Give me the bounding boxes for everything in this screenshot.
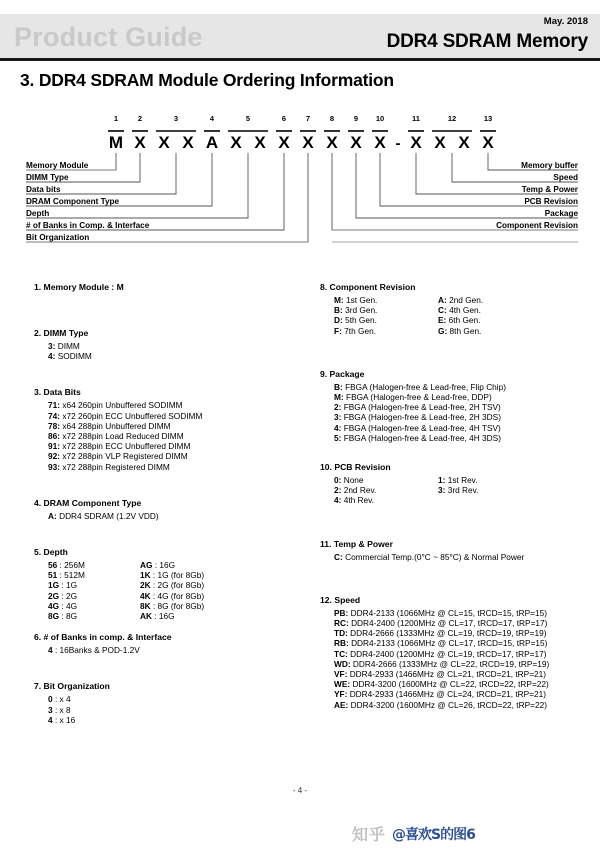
spec-code: 8K	[140, 600, 151, 611]
spec-code: B:	[334, 381, 343, 392]
spec-row	[438, 485, 592, 495]
pn-index-8: 8	[329, 114, 335, 123]
section-rows	[334, 382, 592, 443]
section-rows	[334, 295, 592, 336]
spec-row	[334, 608, 592, 618]
spec-row	[334, 315, 438, 325]
spec-code: D:	[334, 315, 343, 326]
pn-label-data-bits: Data bits	[26, 185, 61, 194]
spec-row	[334, 305, 438, 315]
pn-label-depth: Depth	[26, 209, 50, 218]
section-dimm-type	[34, 328, 304, 361]
spec-row	[140, 580, 304, 590]
pn-index-13: 13	[483, 114, 493, 123]
section-dram-component-type	[34, 498, 304, 521]
spec-code: WE:	[334, 679, 351, 690]
spec-code: 3	[48, 704, 53, 715]
spec-code: 74:	[48, 410, 60, 421]
spec-row	[334, 433, 592, 443]
pn-index-2: 2	[137, 114, 143, 123]
spec-desc: FBGA (Halogen-free & Lead-free, Flip Chip)	[345, 381, 507, 392]
header-product-guide-title: Product Guide	[14, 22, 203, 52]
pn-label-temp-power: Temp & Power	[521, 185, 578, 194]
section-rows	[48, 694, 304, 725]
spec-desc: FBGA (Halogen-free & Lead-free, DDP)	[346, 392, 492, 403]
spec-desc: 4th Rev.	[343, 495, 374, 506]
spec-code: G:	[438, 325, 448, 336]
spec-desc: DDR4-2933 (1466MHz @ CL=21, tRCD=21, tRP=21)	[349, 669, 547, 680]
spec-code: 4G	[48, 600, 60, 611]
pn-char-2: X	[134, 133, 146, 152]
spec-desc: 3rd Rev.	[447, 485, 479, 496]
pn-char-9: X	[350, 133, 362, 152]
spec-code: 2:	[334, 402, 342, 413]
spec-desc: x64 260pin Unbuffered SODIMM	[62, 400, 183, 411]
pn-index-5: 5	[245, 114, 251, 123]
depth-column-2	[140, 560, 304, 621]
spec-desc: x72 288pin VLP Registered DIMM	[62, 451, 188, 462]
spec-row	[334, 669, 592, 679]
pn-label-memory-buffer: Memory buffer	[521, 161, 578, 170]
section-title: 9. Package	[320, 368, 365, 379]
spec-row	[140, 591, 304, 601]
page-title: 3. DDR4 SDRAM Module Ordering Information	[20, 70, 394, 90]
spec-code: 56	[48, 560, 58, 571]
spec-row	[334, 638, 592, 648]
section-rows	[48, 645, 304, 655]
section-package	[320, 369, 592, 443]
section-banks-interface	[34, 632, 304, 655]
pn-label-memory-module: Memory Module	[26, 161, 89, 170]
pn-label-dram-component-type: DRAM Component Type	[26, 197, 120, 206]
spec-row	[334, 402, 592, 412]
spec-code: AK	[140, 611, 152, 622]
spec-desc: FBGA (Halogen-free & Lead-free, 4H 3DS)	[343, 432, 501, 443]
pn-char-1: M	[108, 133, 124, 152]
spec-desc: FBGA (Halogen-free & Lead-free, 2H 3DS)	[343, 412, 501, 423]
spec-row	[48, 462, 304, 472]
header-divider-rule	[0, 58, 600, 61]
spec-desc: : 1G (for 8Gb)	[152, 570, 205, 581]
spec-row	[438, 305, 592, 315]
spec-code: 1G	[48, 580, 60, 591]
part-number-diagram	[0, 100, 600, 270]
header-date: May. 2018	[543, 16, 588, 27]
spec-desc: : x 16	[54, 714, 76, 725]
spec-desc: DDR4-2133 (1066MHz @ CL=17, tRCD=15, tRP=15)	[351, 638, 548, 649]
spec-row	[334, 679, 592, 689]
spec-code: 3:	[334, 412, 342, 423]
section-title: 2. DIMM Type	[34, 328, 89, 338]
spec-desc: : 16G	[154, 611, 175, 622]
spec-code: 3:	[48, 341, 56, 351]
spec-row	[438, 315, 592, 325]
section-speed	[320, 595, 592, 710]
spec-row	[334, 412, 592, 422]
section-title: 1. Memory Module : M	[34, 282, 124, 292]
pn-label-banks-interface: # of Banks in Comp. & Interface	[26, 221, 150, 230]
watermark-username: @喜欢S的图6	[392, 826, 475, 843]
spec-code: TC:	[334, 648, 348, 659]
spec-row	[48, 511, 304, 521]
spec-code: C:	[438, 305, 447, 316]
spec-desc: 3rd Gen.	[345, 305, 378, 316]
spec-code: 4:	[334, 495, 342, 506]
section-rows	[334, 475, 592, 506]
spec-code: 71:	[48, 400, 60, 411]
spec-desc: DDR4-2133 (1066MHz @ CL=15, tRCD=15, tRP=15)	[350, 607, 547, 618]
spec-row	[48, 411, 304, 421]
pn-char-13: X	[482, 133, 494, 152]
spec-desc: : 16Banks & POD-1.2V	[54, 645, 140, 656]
section-title: 10. PCB Revision	[320, 462, 391, 473]
spec-row	[48, 441, 304, 451]
spec-code: 3:	[438, 485, 446, 496]
spec-row	[48, 645, 304, 655]
spec-row	[140, 560, 304, 570]
pn-index-1: 1	[113, 114, 119, 123]
pn-index-11: 11	[412, 114, 420, 123]
spec-desc: : 4G	[61, 600, 78, 611]
spec-row	[334, 649, 592, 659]
section-bit-organization	[34, 681, 304, 725]
spec-desc: None	[343, 475, 364, 486]
spec-code: RC:	[334, 618, 349, 629]
spec-desc: Commercial Temp.(0°C ~ 85°C) & Normal Power	[345, 551, 525, 562]
section-title: 7. Bit Organization	[34, 681, 110, 692]
spec-desc: 1st Gen.	[346, 295, 378, 305]
pn-char-8: X	[326, 133, 338, 152]
spec-row	[334, 382, 592, 392]
spec-row	[48, 400, 304, 410]
spec-desc: 5th Gen.	[345, 315, 377, 326]
pn-char-5b: X	[254, 133, 266, 152]
spec-row	[438, 475, 592, 485]
pcb-revision-column-1	[334, 475, 438, 506]
pn-label-pcb-revision: PCB Revision	[524, 197, 578, 206]
section-pcb-revision	[320, 462, 592, 506]
header-subtitle: DDR4 SDRAM Memory	[386, 31, 588, 52]
spec-row	[48, 341, 304, 351]
depth-column-1	[48, 560, 140, 621]
section-title: 12. Speed	[320, 594, 361, 605]
spec-desc: : x 8	[54, 704, 71, 715]
spec-row	[48, 431, 304, 441]
spec-desc: x72 288pin Load Reduced DIMM	[62, 431, 184, 442]
spec-desc: SODIMM	[57, 351, 92, 362]
section-title: 5. Depth	[34, 547, 68, 558]
section-rows	[48, 341, 304, 361]
spec-row	[48, 421, 304, 431]
spec-row	[334, 659, 592, 669]
spec-row	[334, 295, 438, 305]
part-number-leader-lines	[0, 100, 600, 270]
spec-row	[48, 570, 140, 580]
spec-desc: 2nd Rev.	[343, 485, 377, 496]
spec-desc: DDR4-2400 (1200MHz @ CL=17, tRCD=17, tRP=17)	[351, 618, 548, 629]
spec-desc: DDR4-2400 (1200MHz @ CL=19, tRCD=17, tRP=17)	[350, 648, 547, 659]
section-depth	[34, 547, 304, 621]
pn-char-3b: X	[182, 133, 194, 152]
spec-row	[334, 392, 592, 402]
spec-desc: DDR4-3200 (1600MHz @ CL=22, tRCD=22, tRP=22)	[352, 679, 549, 690]
spec-row	[438, 326, 592, 336]
spec-desc: x64 288pin Unbuffered DIMM	[62, 420, 171, 431]
spec-desc: x72 288pin Registered DIMM	[62, 461, 170, 472]
pn-char-10: X	[374, 133, 386, 152]
pn-index-10: 10	[375, 114, 385, 123]
spec-code: 4:	[334, 422, 342, 433]
spec-code: 4	[48, 714, 53, 725]
spec-desc: : 256M	[59, 560, 85, 571]
pn-label-speed: Speed	[553, 173, 578, 182]
spec-code: M:	[334, 392, 344, 403]
spec-row	[48, 601, 140, 611]
spec-desc: : 2G (for 8Gb)	[152, 580, 205, 591]
pn-char-5a: X	[230, 133, 242, 152]
spec-row	[48, 591, 140, 601]
spec-row	[334, 495, 438, 505]
section-memory-module	[34, 282, 304, 292]
spec-row	[334, 326, 438, 336]
spec-code: 92:	[48, 451, 60, 462]
spec-code: PB:	[334, 607, 349, 618]
spec-row	[334, 618, 592, 628]
spec-desc: DIMM	[57, 341, 80, 351]
pn-label-bit-organization: Bit Organization	[26, 233, 90, 242]
pn-char-12b: X	[458, 133, 470, 152]
spec-code: 0	[48, 694, 53, 705]
section-rows	[48, 511, 304, 521]
spec-desc: : 4G (for 8Gb)	[152, 590, 205, 601]
spec-desc: 7th Gen.	[344, 325, 376, 336]
spec-desc: x72 288pin ECC Unbuffered DIMM	[62, 441, 191, 452]
spec-code: 78:	[48, 420, 60, 431]
pn-char-12a: X	[434, 133, 446, 152]
spec-desc: : 8G (for 8Gb)	[152, 600, 205, 611]
spec-row	[48, 611, 140, 621]
component-revision-column-2	[438, 295, 592, 336]
spec-row	[334, 552, 592, 562]
spec-code: 5:	[334, 432, 342, 443]
pn-index-12: 12	[447, 114, 457, 123]
spec-code: YF:	[334, 689, 348, 700]
section-rows	[48, 560, 304, 621]
pn-separator-dash: -	[395, 135, 401, 152]
spec-desc: : 16G	[154, 560, 176, 571]
spec-row	[48, 580, 140, 590]
section-title: 8. Component Revision	[320, 282, 416, 292]
spec-desc: : x 4	[54, 694, 71, 705]
spec-desc: 8th Gen.	[449, 325, 482, 336]
spec-code: WD:	[334, 658, 351, 669]
section-component-revision	[320, 282, 592, 336]
spec-desc: 1st Rev.	[447, 475, 478, 486]
spec-code: 91:	[48, 441, 60, 452]
spec-desc: DDR4-2666 (1333MHz @ CL=19, tRCD=19, tRP=19)	[350, 628, 547, 639]
left-specification-column	[34, 282, 304, 725]
pn-index-4: 4	[209, 114, 215, 123]
spec-code: 51	[48, 570, 58, 581]
spec-row	[48, 560, 140, 570]
spec-desc: x72 260pin ECC Unbuffered SODIMM	[62, 410, 203, 421]
section-rows	[48, 400, 304, 471]
spec-code: AE:	[334, 699, 349, 710]
spec-row	[334, 423, 592, 433]
spec-desc: 4th Gen.	[449, 305, 481, 316]
spec-code: 8G	[48, 611, 60, 622]
spec-desc: : 512M	[59, 570, 85, 581]
spec-desc: FBGA (Halogen-free & Lead-free, 4H TSV)	[343, 422, 501, 433]
spec-desc: : 2G	[61, 590, 78, 601]
spec-desc: FBGA (Halogen-free & Lead-free, 2H TSV)	[343, 402, 501, 413]
spec-row	[438, 295, 592, 305]
page-header	[0, 14, 600, 58]
pn-char-6: X	[278, 133, 290, 152]
spec-row	[140, 570, 304, 580]
page-number: - 4 -	[292, 786, 308, 795]
spec-desc: : 8G	[61, 611, 78, 622]
spec-row	[334, 689, 592, 699]
pn-index-6: 6	[281, 114, 287, 123]
spec-row	[334, 485, 438, 495]
spec-row	[334, 700, 592, 710]
spec-code: B:	[334, 305, 343, 316]
spec-row	[334, 628, 592, 638]
pn-index-9: 9	[353, 114, 359, 123]
pn-char-7: X	[302, 133, 314, 152]
spec-code: 2G	[48, 590, 60, 601]
spec-desc: DDR4-2933 (1466MHz @ CL=24, tRCD=21, tRP=21)	[349, 689, 547, 700]
spec-row	[48, 694, 304, 704]
spec-code: A:	[48, 510, 57, 521]
pn-char-3a: X	[158, 133, 170, 152]
spec-code: 4K	[140, 590, 151, 601]
section-rows	[334, 552, 592, 562]
spec-row	[48, 705, 304, 715]
component-revision-column-1	[334, 295, 438, 336]
spec-row	[48, 715, 304, 725]
spec-row	[48, 351, 304, 361]
section-title: 3. Data Bits	[34, 387, 81, 398]
zhihu-logo-icon: 知乎	[352, 825, 387, 844]
zhihu-watermark	[352, 822, 475, 845]
spec-code: F:	[334, 325, 342, 336]
spec-code: 1K	[140, 570, 151, 581]
spec-row	[48, 451, 304, 461]
pn-label-package: Package	[544, 209, 578, 218]
spec-code: RB:	[334, 638, 349, 649]
section-title: 11. Temp & Power	[320, 538, 393, 549]
pn-index-3: 3	[173, 114, 179, 123]
section-data-bits	[34, 387, 304, 471]
pn-char-4: A	[205, 133, 219, 152]
spec-desc: 6th Gen.	[448, 315, 481, 326]
pcb-revision-column-2	[438, 475, 592, 506]
spec-code: 2:	[334, 485, 342, 496]
spec-code: A:	[438, 295, 447, 305]
section-title: 6. # of Banks in comp. & Interface	[34, 632, 172, 643]
right-specification-column	[320, 282, 592, 710]
spec-code: 4:	[48, 351, 56, 362]
spec-row	[334, 475, 438, 485]
spec-code: M:	[334, 295, 344, 305]
spec-desc: DDR4-3200 (1600MHz @ CL=26, tRCD=22, tRP=22)	[350, 699, 547, 710]
section-temp-power	[320, 539, 592, 562]
spec-code: TD:	[334, 628, 348, 639]
spec-code: E:	[438, 315, 447, 326]
pn-label-component-revision: Component Revision	[496, 221, 578, 230]
pn-index-7: 7	[305, 114, 311, 123]
spec-code: VF:	[334, 669, 348, 680]
spec-code: 4	[48, 645, 53, 656]
spec-code: AG	[140, 560, 153, 571]
spec-desc: : 1G	[61, 580, 78, 591]
pn-label-dimm-type: DIMM Type	[26, 173, 69, 182]
section-rows	[334, 608, 592, 710]
spec-code: 2K	[140, 580, 151, 591]
spec-code: 86:	[48, 431, 60, 442]
spec-row	[140, 611, 304, 621]
spec-row	[140, 601, 304, 611]
spec-desc: 2nd Gen.	[449, 295, 484, 305]
section-title: 4. DRAM Component Type	[34, 497, 142, 508]
spec-code: C:	[334, 551, 343, 562]
pn-char-11: X	[410, 133, 422, 152]
spec-desc: DDR4 SDRAM (1.2V VDD)	[59, 510, 159, 521]
spec-code: 1:	[438, 475, 446, 486]
spec-code: 93:	[48, 461, 60, 472]
spec-code: 0:	[334, 475, 342, 486]
spec-desc: DDR4-2666 (1333MHz @ CL=22, tRCD=19, tRP=19)	[352, 658, 550, 669]
